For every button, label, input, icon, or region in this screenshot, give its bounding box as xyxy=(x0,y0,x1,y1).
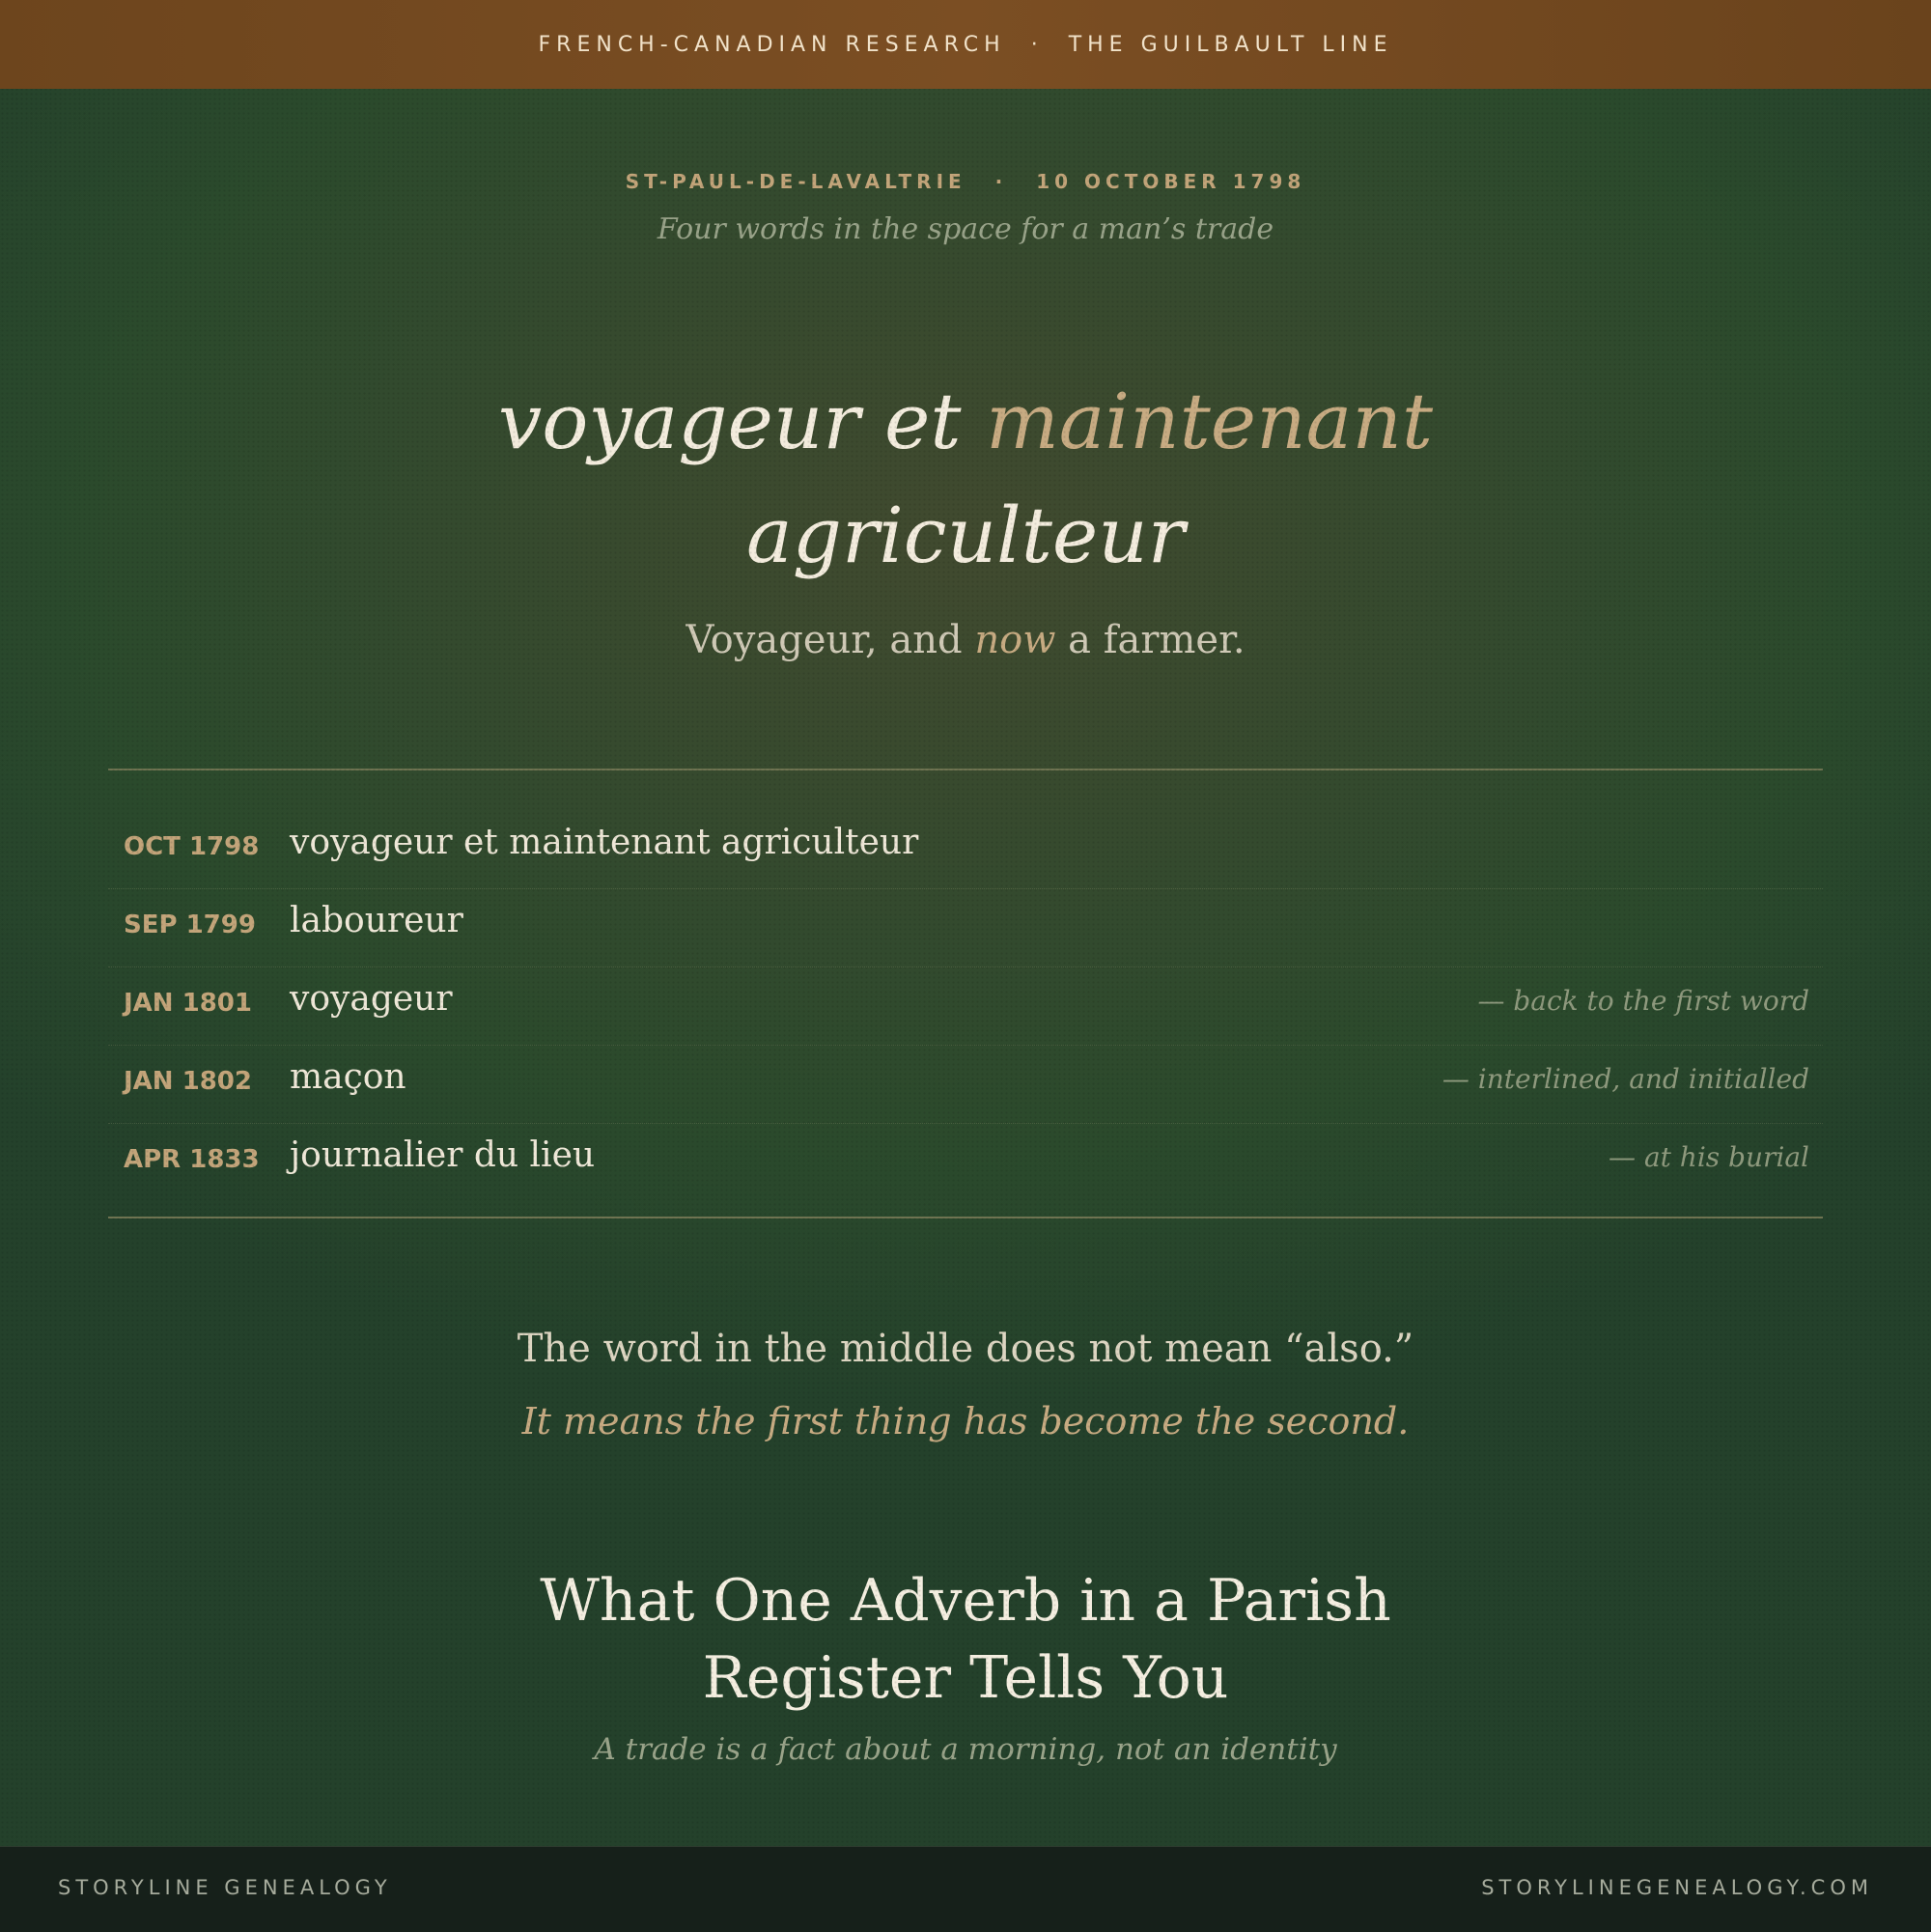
translation-before: Voyageur, and xyxy=(686,618,975,662)
occupation-timeline xyxy=(108,811,1823,1201)
section-label: FRENCH-CANADIAN RESEARCH xyxy=(538,32,1006,57)
headline xyxy=(0,365,1931,593)
timeline-row xyxy=(108,889,1823,967)
timeline-note: — interlined, and initialled xyxy=(1441,1063,1809,1095)
headline-part2: agriculteur xyxy=(746,490,1185,580)
timeline-date: SEP 1799 xyxy=(124,910,256,939)
record-date: 10 OCTOBER 1798 xyxy=(1036,170,1306,193)
translation-after: a farmer. xyxy=(1055,618,1245,662)
top-banner xyxy=(0,0,1931,89)
kicker-separator: · xyxy=(994,170,1008,193)
timeline-term: laboureur xyxy=(290,901,463,940)
footer-url[interactable]: STORYLINEGENEALOGY.COM xyxy=(1481,1876,1873,1899)
series-label: THE GUILBAULT LINE xyxy=(1068,32,1393,57)
timeline-date: JAN 1802 xyxy=(124,1067,252,1096)
divider-bottom xyxy=(108,1217,1823,1218)
quote-line-2: It means the first thing has become the second. xyxy=(521,1400,1410,1442)
headline-part1: voyageur et xyxy=(498,377,986,466)
translation-emphasis: now xyxy=(974,618,1056,662)
banner-separator: · xyxy=(1030,32,1044,57)
timeline-note: — back to the first word xyxy=(1477,985,1809,1017)
record-place: ST-PAUL-DE-LAVALTRIE xyxy=(625,170,966,193)
quote-line-1: The word in the middle does not mean “also.” xyxy=(517,1327,1414,1371)
timeline-date: OCT 1798 xyxy=(124,832,260,861)
timeline-row xyxy=(108,811,1823,889)
headline-highlight: maintenant xyxy=(985,377,1433,466)
footer-brand: STORYLINE GENEALOGY xyxy=(58,1876,392,1899)
divider-top xyxy=(108,769,1823,770)
record-caption: Four words in the space for a man’s trade xyxy=(657,212,1274,246)
timeline-term: voyageur xyxy=(290,979,453,1019)
timeline-date: JAN 1801 xyxy=(124,989,252,1018)
article-title-line1: What One Adverb in a Parish xyxy=(540,1567,1391,1635)
timeline-row xyxy=(108,967,1823,1046)
timeline-note: — at his burial xyxy=(1609,1141,1809,1173)
record-kicker xyxy=(0,170,1931,193)
article-title-line2: Register Tells You xyxy=(702,1644,1229,1712)
timeline-term: voyageur et maintenant agriculteur xyxy=(290,823,919,862)
article-title xyxy=(0,1562,1931,1717)
translation xyxy=(0,618,1931,662)
timeline-term: maçon xyxy=(290,1057,406,1097)
timeline-row xyxy=(108,1046,1823,1124)
footer xyxy=(0,1846,1931,1932)
timeline-term: journalier du lieu xyxy=(290,1135,596,1175)
timeline-row xyxy=(108,1124,1823,1201)
timeline-date: APR 1833 xyxy=(124,1145,260,1174)
article-subtitle: A trade is a fact about a morning, not an identity xyxy=(594,1732,1337,1767)
